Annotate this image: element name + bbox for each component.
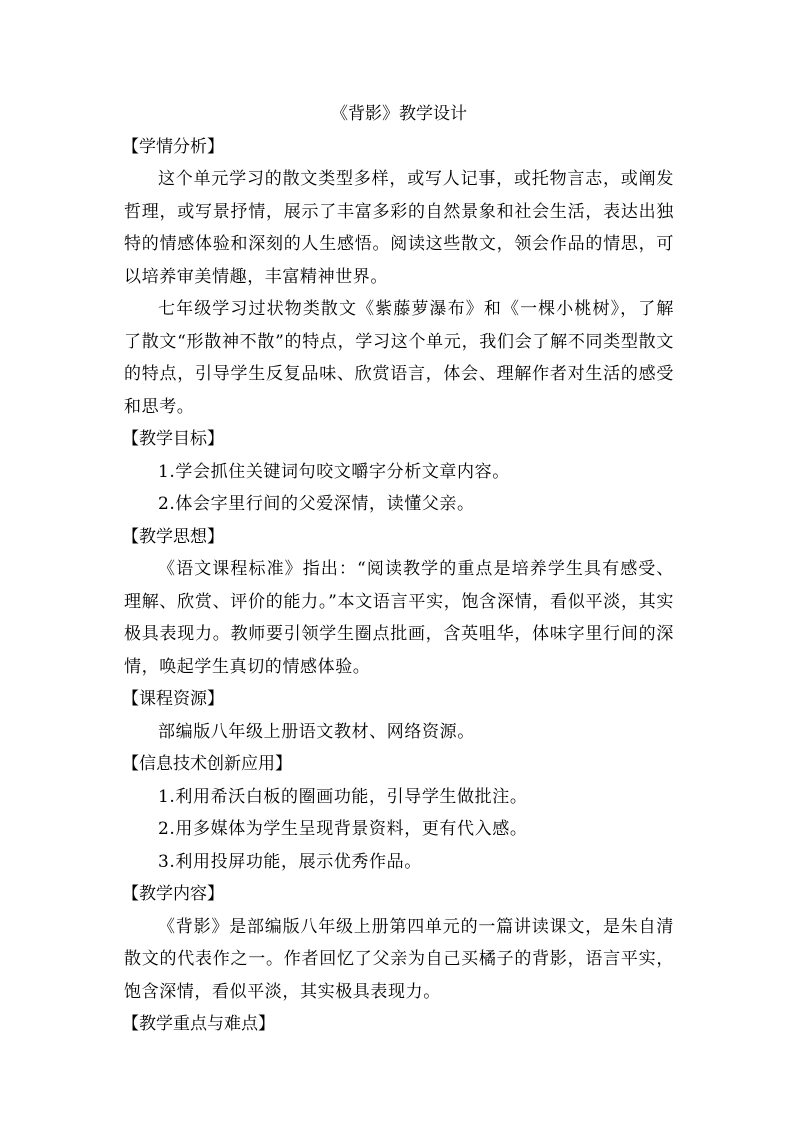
list-item: 2.体会字里行间的父爱深情，读懂父亲。 — [158, 494, 475, 514]
list-item: 1.利用希沃白板的圈画功能，引导学生做批注。 — [158, 786, 528, 807]
paragraph: 这个单元学习的散文类型多样，或写人记事，或托物言志，或阐发哲理，或写景抒情，展示了丰富多彩的自然景象和社会生活，表达出独特的情感体验和深刻的人生感悟。阅读这些散文，领会作品的情思，可以培养审美情趣，丰富精神世界。 — [124, 169, 674, 287]
paragraph: 部编版八年级上册语文教材、网络资源。 — [158, 721, 475, 742]
document-body — [124, 98, 674, 1041]
list-item: 1.学会抓住关键词句咬文嚼字分析文章内容。 — [158, 461, 510, 482]
section-heading-course-resources: 【课程资源】 — [122, 689, 224, 709]
section-heading-key-points: 【教学重点与难点】 — [122, 1014, 275, 1034]
list-item: 2.用多媒体为学生呈现背景资料，更有代入感。 — [158, 819, 528, 839]
section-heading-learning-analysis: 【学情分析】 — [122, 136, 224, 157]
paragraph: 《语文课程标准》指出：“阅读教学的重点是培养学生具有感受、理解、欣赏、评价的能力。”本文语言平实，饱含深情，看似平淡，其实极具表现力。教师要引领学生圈点批画，含英咀华，体味字里行间的深情，唤起学生真切的情感体验。 — [124, 559, 674, 677]
paragraph: 七年级学习过状物类散文《紫藤萝瀑布》和《一棵小桃树》，了解了散文“形散神不散”的特点，学习这个单元，我们会了解不同类型散文的特点，引导学生反复品味、欣赏语言，体会、理解作者对生活的感受和思考。 — [124, 299, 674, 417]
list-item: 3.利用投屏功能，展示优秀作品。 — [158, 851, 422, 872]
section-heading-teaching-philosophy: 【教学思想】 — [122, 526, 224, 547]
section-heading-teaching-content: 【教学内容】 — [122, 884, 224, 904]
section-heading-teaching-goals: 【教学目标】 — [122, 429, 224, 449]
paragraph: 《背影》是部编版八年级上册第四单元的一篇讲读课文，是朱自清散文的代表作之一。作者回忆了父亲为自己买橘子的背影，语言平实，饱含深情，看似平淡，其实极具表现力。 — [124, 916, 674, 1002]
section-heading-it-innovation: 【信息技术创新应用】 — [122, 754, 292, 774]
document-title: 《背影》教学设计 — [331, 104, 467, 124]
